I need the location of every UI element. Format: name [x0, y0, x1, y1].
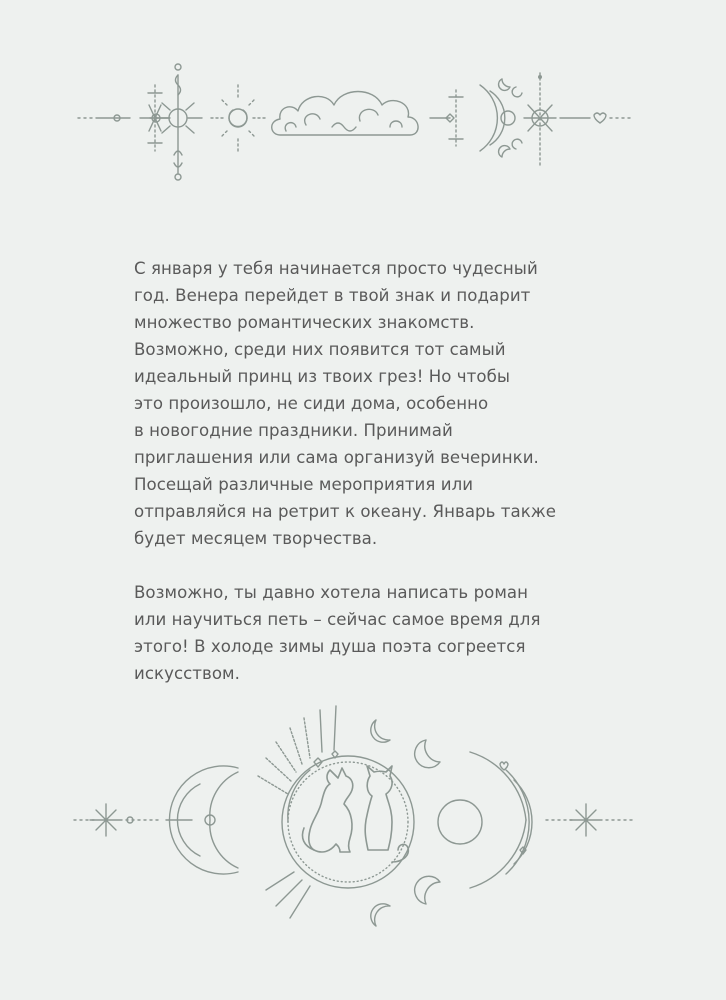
right-star-icon [546, 804, 636, 836]
sun-crescent-icon [210, 85, 266, 151]
text-line: приглашения или сама организуй вечеринки. [134, 448, 539, 467]
left-crescent-moon-icon [166, 766, 238, 874]
text-line: С января у тебя начинается просто чудесный [134, 259, 538, 278]
text-line: множество романтических знакомств. [134, 313, 475, 332]
text-line: будет месяцем творчества. [134, 529, 378, 548]
bottom-cats-ornament [70, 700, 640, 940]
text-line: в новогодние праздники. Принимай [134, 421, 453, 440]
left-star-icon [74, 804, 162, 836]
text-line: идеальный принц из твоих грез! Но чтобы [134, 367, 510, 386]
sunburst-rays-icon [258, 706, 336, 918]
paragraph-2 [134, 579, 604, 687]
horoscope-text [134, 255, 604, 687]
text-line: этого! В холоде зимы душа поэта согреется [134, 637, 526, 656]
text-line: или научиться петь – сейчас самое время для [134, 610, 541, 629]
cloud-icon [272, 92, 418, 136]
top-celestial-ornament [70, 55, 640, 185]
right-dotted-line-icon [560, 113, 632, 123]
text-line: искусством. [134, 664, 240, 683]
text-line: это произошло, не сиди дома, особенно [134, 394, 489, 413]
cats-medallion-icon [282, 751, 414, 888]
paragraph-1 [134, 255, 604, 552]
cat-left-icon [302, 768, 352, 852]
right-moon-phases-icon [430, 79, 522, 157]
cat-right-icon [365, 766, 408, 862]
text-line: Возможно, ты давно хотела написать роман [134, 583, 529, 602]
text-line: Возможно, среди них появится тот самый [134, 340, 506, 359]
text-line: Посещай различные мероприятия или [134, 475, 474, 494]
crescent-moon-phases-icon [371, 720, 440, 926]
right-arc-ornament-icon [470, 752, 532, 888]
right-sun-icon [524, 73, 556, 165]
full-moon-icon [438, 800, 482, 844]
text-line: год. Венера перейдет в твой знак и подарит [134, 286, 531, 305]
text-line: отправляйся на ретрит к океану. Январь также [134, 502, 557, 521]
